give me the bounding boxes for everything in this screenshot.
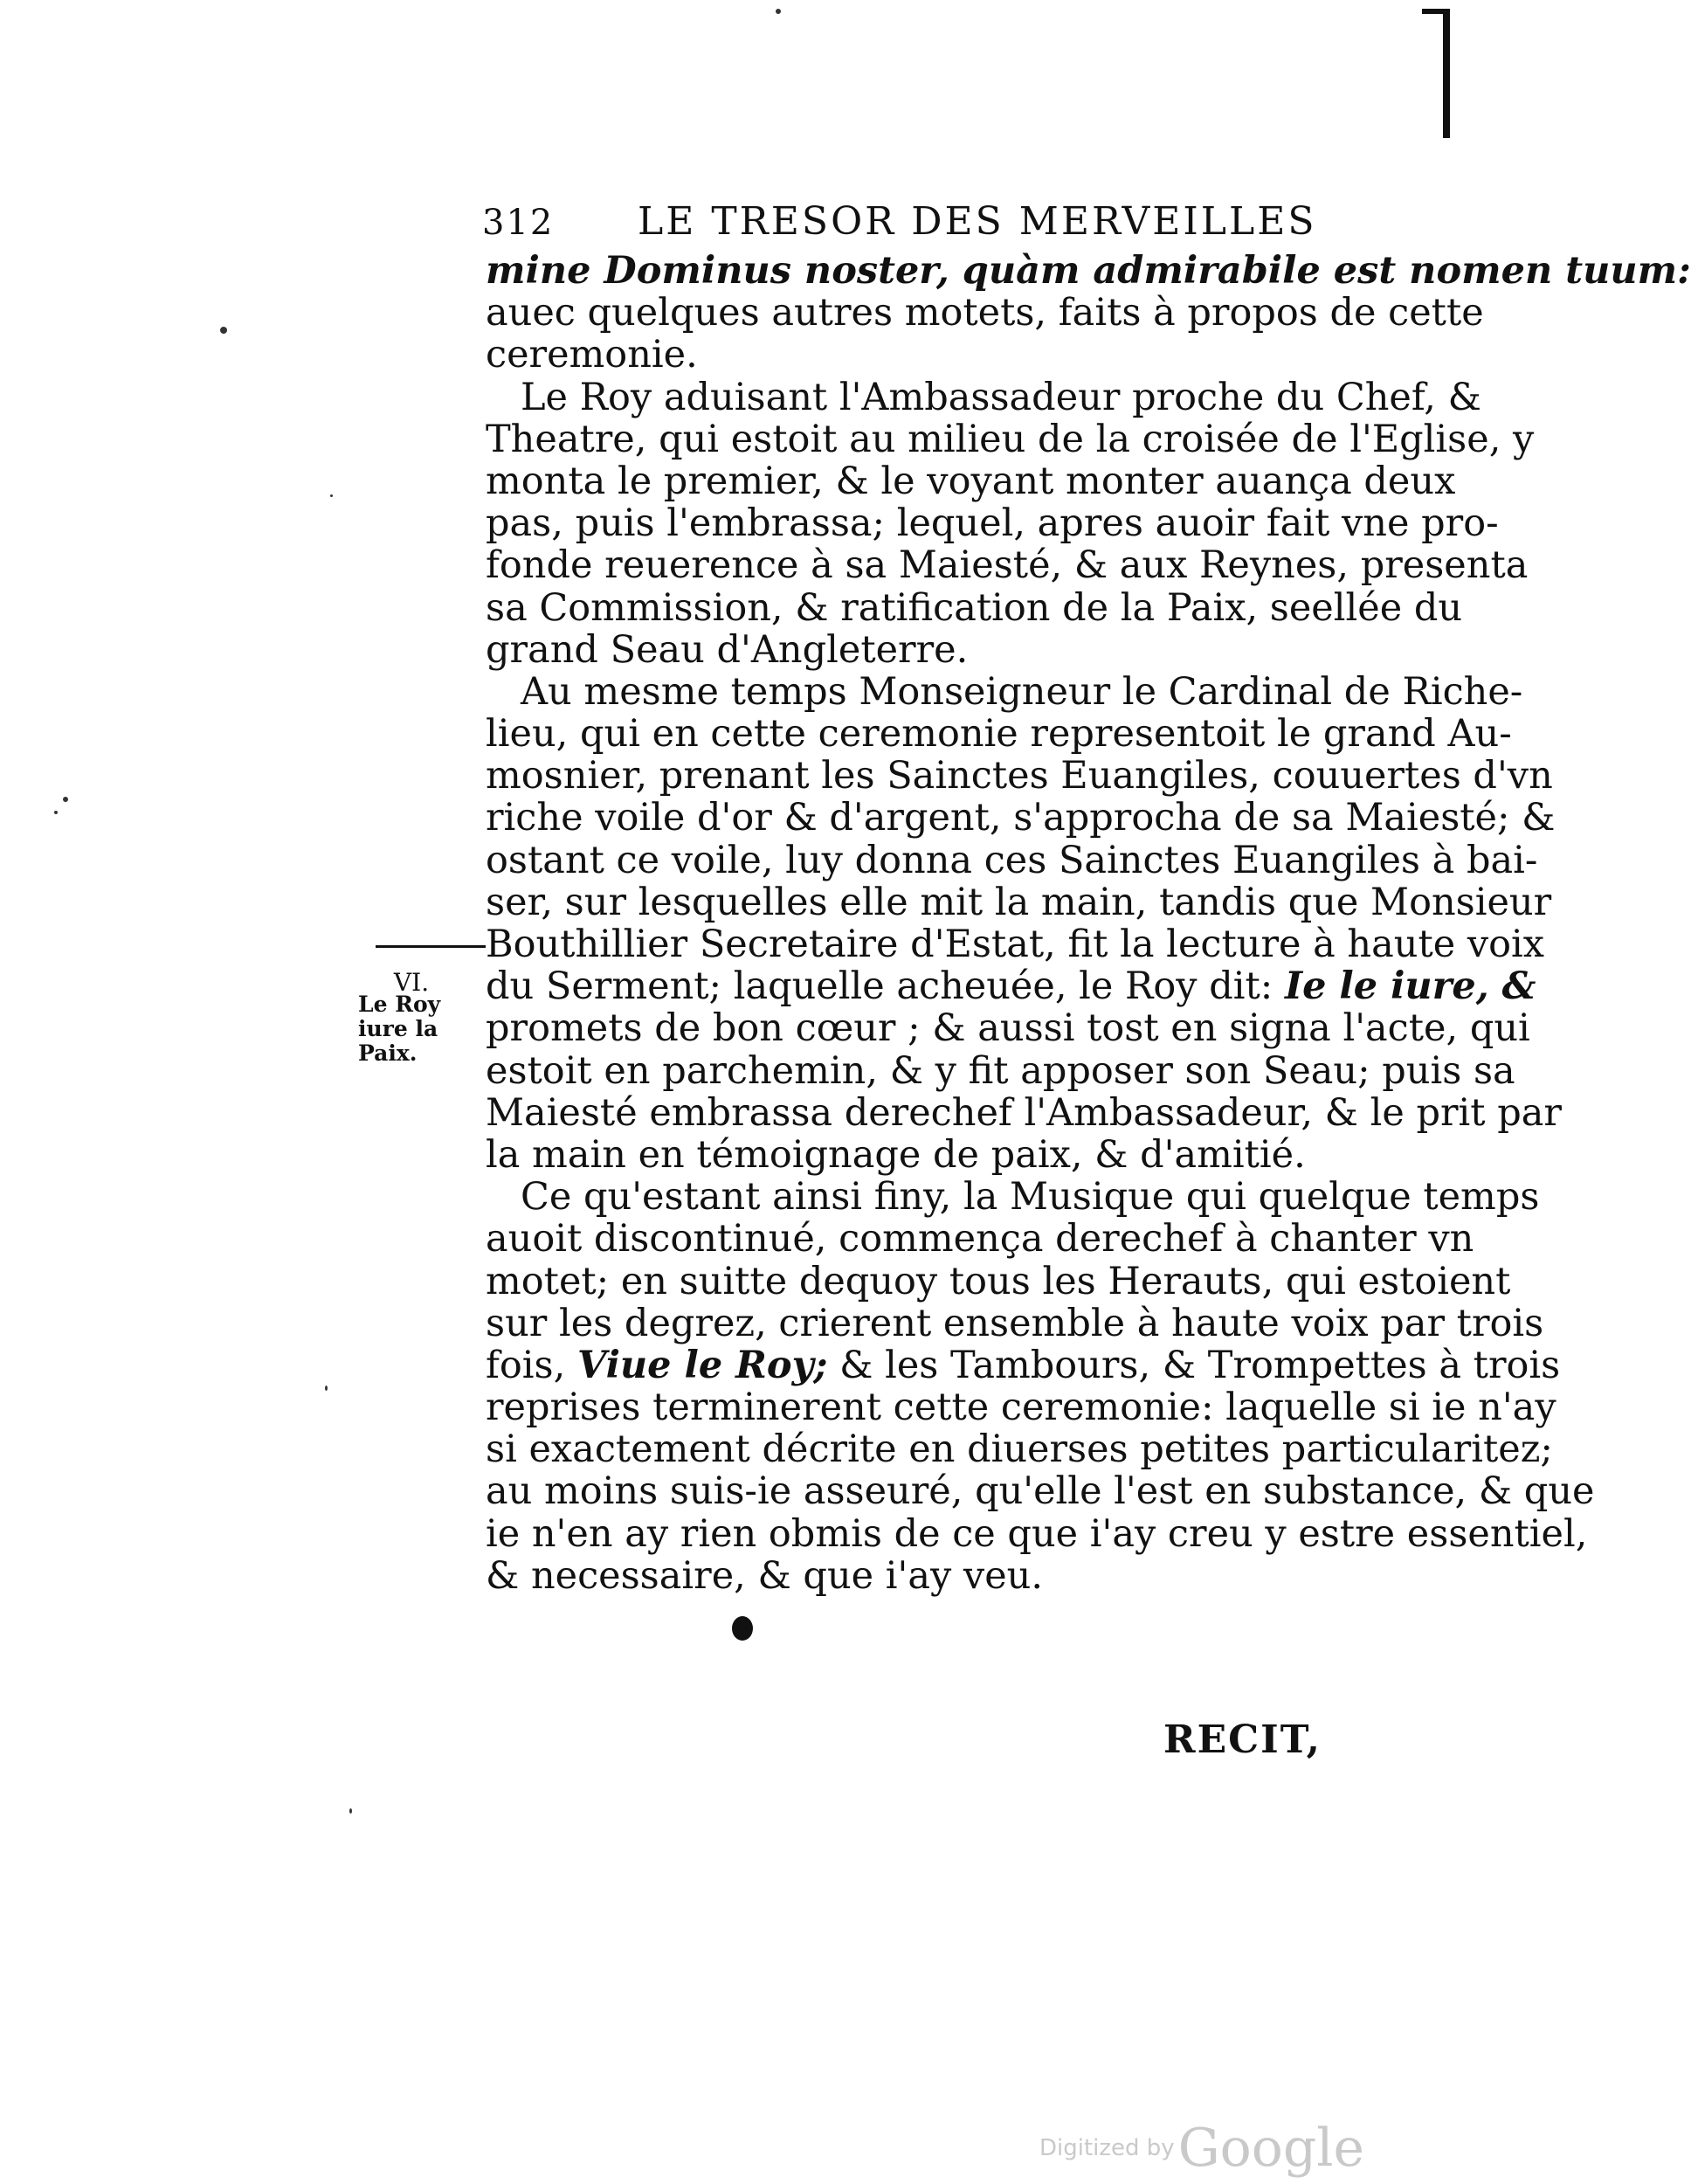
text-line: reprises terminerent cette ceremonie: laquelle si ie n'ay	[486, 1386, 1556, 1430]
catchword: RECIT,	[1163, 1717, 1322, 1762]
text-segment: fois,	[486, 1343, 566, 1387]
oath-italic: Ie le iure, &	[1284, 964, 1536, 1009]
text-line: Maiesté embrassa derechef l'Ambassadeur, & le prit par	[486, 1090, 1562, 1135]
text-line: au moins suis-ie asseuré, qu'elle l'est en substance, & que	[486, 1469, 1595, 1514]
text-line: mosnier, prenant les Sainctes Euangiles, couuertes d'vn	[486, 754, 1553, 798]
ornament-dot	[732, 1616, 753, 1641]
text-line: mine Dominus noster, quàm admirabile est nomen tuum:	[486, 249, 1691, 293]
text-line: fonde reuerence à sa Maiesté, & aux Reynes, presenta	[486, 543, 1529, 588]
text-line: Ce qu'estant ainsi finy, la Musique qui quelque temps	[521, 1175, 1540, 1220]
text-line: pas, puis l'embrassa; lequel, apres auoir fait vne pro-	[486, 501, 1499, 546]
sidenote-number: VI.	[393, 968, 430, 997]
text-line: auec quelques autres motets, faits à propos de cette	[486, 291, 1484, 335]
text-line: ie n'en ay rien obmis de ce que i'ay creu y estre essentiel,	[486, 1511, 1588, 1556]
text-line: auoit discontinué, commença derechef à chanter vn	[486, 1217, 1474, 1261]
text-line: estoit en parchemin, & y fit apposer son Seau; puis sa	[486, 1048, 1515, 1093]
text-line: motet; en suitte dequoy tous les Herauts, qui estoient	[486, 1259, 1511, 1303]
watermark-brand: Google	[1177, 2118, 1364, 2179]
text-line: riche voile d'or & d'argent, s'approcha de sa Maiesté; &	[486, 796, 1556, 840]
text-line: Theatre, qui estoit au milieu de la croisée de l'Eglise, y	[486, 417, 1535, 461]
text-line: Au mesme temps Monseigneur le Cardinal de Riche-	[521, 669, 1523, 714]
vive-le-roy: Viue le Roy;	[576, 1343, 828, 1387]
running-title: LE TRESOR DES MERVEILLES	[638, 199, 1317, 244]
text-line: monta le premier, & le voyant monter auança deux	[486, 459, 1456, 503]
text-line: sa Commission, & ratification de la Paix, seellée du	[486, 585, 1463, 630]
text-line-vive	[486, 1343, 1561, 1387]
ink-speck	[776, 9, 781, 14]
text-line: ceremonie.	[486, 333, 698, 377]
sidenote-rule	[376, 945, 486, 948]
text-line: ser, sur lesquelles elle mit la main, tandis que Monsieur	[486, 880, 1552, 924]
text-line: grand Seau d'Angleterre.	[486, 627, 969, 672]
ink-speck	[63, 797, 68, 802]
ink-speck	[325, 1386, 328, 1391]
text-line-oath	[486, 964, 1536, 1009]
digitized-watermark	[1039, 2118, 1364, 2179]
text-line: ostant ce voile, luy donna ces Sainctes Euangiles à bai-	[486, 838, 1538, 882]
text-segment: & les Tambours, & Trompettes à trois	[839, 1343, 1561, 1387]
ink-speck	[330, 494, 333, 497]
text-line: Bouthillier Secretaire d'Estat, fit la lecture à haute voix	[486, 923, 1545, 966]
text-line	[486, 1006, 1530, 1051]
page-edge-rule	[1443, 9, 1450, 138]
ink-speck	[220, 327, 227, 334]
text-line: si exactement décrite en diuerses petites particularitez;	[486, 1427, 1553, 1472]
text-line: lieu, qui en cette ceremonie representoit le grand Au-	[486, 712, 1512, 757]
text-line: sur les degrez, crierent ensemble à haute voix par trois	[486, 1301, 1544, 1345]
text-line: la main en témoignage de paix, & d'amitié.	[486, 1132, 1306, 1177]
watermark-label: Digitized by	[1039, 2135, 1175, 2161]
text-line: Le Roy aduisant l'Ambassadeur proche du Chef, &	[521, 375, 1481, 419]
page-number: 312	[482, 203, 555, 243]
page-header	[482, 199, 1317, 252]
ink-speck	[349, 1808, 352, 1814]
text-segment: du Serment; laquelle acheuée, le Roy dit:	[486, 964, 1273, 1009]
body-text	[486, 249, 1691, 1598]
sidenote-text: Le Roy iure la Paix.	[358, 992, 441, 1066]
ink-speck	[54, 811, 58, 814]
text-segment: promets de bon cœur ; & aussi tost en signa l'acte, qui	[486, 1006, 1530, 1051]
text-line: & necessaire, & que i'ay veu.	[486, 1553, 1044, 1598]
